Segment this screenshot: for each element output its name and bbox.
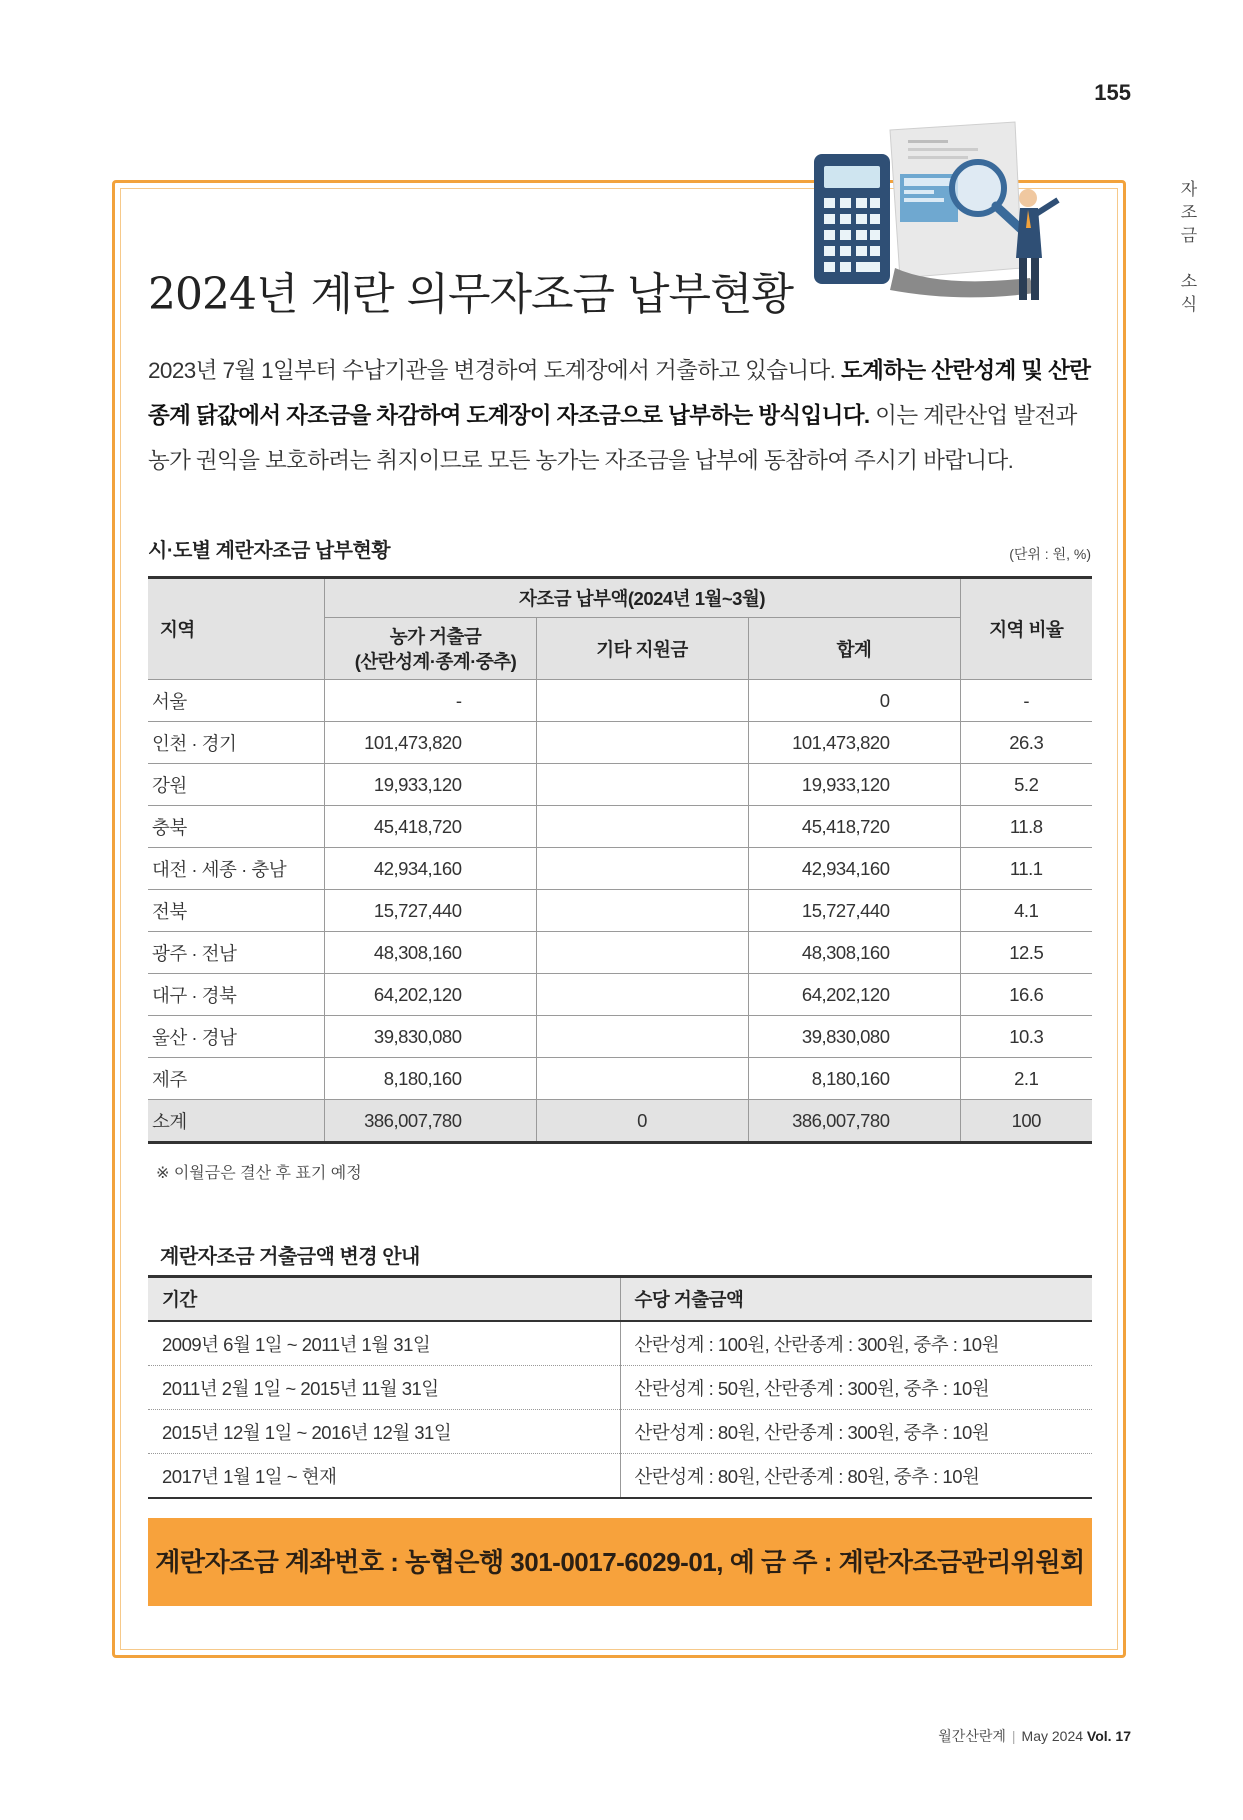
table1-body: [148, 680, 1092, 1143]
cell-ratio: 16.6: [960, 974, 1092, 1016]
cell-farm: 15,727,440: [324, 890, 536, 932]
header-payment-group: 자조금 납부액(2024년 1월~3월): [324, 578, 960, 618]
table-row: [148, 722, 1092, 764]
cell-region: 대구 · 경북: [148, 974, 324, 1016]
section-label: 자 조 금 소 식: [1180, 180, 1198, 314]
cell-sum: 101,473,820: [748, 722, 960, 764]
table1-note: ※ 이월금은 결산 후 표기 예정: [156, 1165, 362, 1182]
table-row: [148, 1321, 1092, 1366]
cell-sum: 8,180,160: [748, 1058, 960, 1100]
regional-payment-table: [148, 576, 1092, 1144]
cell-sum: 48,308,160: [748, 932, 960, 974]
intro-paragraph: [148, 348, 1098, 483]
table-row: [148, 932, 1092, 974]
account-banner: 계란자조금 계좌번호 : 농협은행 301-0017-6029-01, 예 금 주 : 계란자조금관리위원회: [148, 1518, 1092, 1606]
cell-sum: 386,007,780: [748, 1100, 960, 1143]
cell-farm: 386,007,780: [324, 1100, 536, 1143]
footer-magazine: 월간산란계: [938, 1728, 1006, 1744]
table-row: [148, 1058, 1092, 1100]
cell-region: 충북: [148, 806, 324, 848]
cell-other: [536, 680, 748, 722]
cell-ratio: -: [960, 680, 1092, 722]
cell-region: 광주 · 전남: [148, 932, 324, 974]
chart-card-icon: [900, 174, 958, 222]
cell-sum: 42,934,160: [748, 848, 960, 890]
table2-title: 계란자조금 거출금액 변경 안내: [160, 1246, 420, 1268]
cell-region: 소계: [148, 1100, 324, 1143]
cell-farm: 64,202,120: [324, 974, 536, 1016]
footer-vol: Vol. 17: [1086, 1728, 1131, 1744]
table-row: [148, 890, 1092, 932]
businessman-icon: [1016, 189, 1058, 300]
cell-period: 2011년 2월 1일 ~ 2015년 11월 31일: [148, 1366, 620, 1410]
cell-region: 전북: [148, 890, 324, 932]
table-row: [148, 764, 1092, 806]
cell-sum: 39,830,080: [748, 1016, 960, 1058]
table-row: [148, 1454, 1092, 1499]
cell-ratio: 4.1: [960, 890, 1092, 932]
cell-sum: 64,202,120: [748, 974, 960, 1016]
cell-ratio: 26.3: [960, 722, 1092, 764]
table-row: [148, 974, 1092, 1016]
cell-ratio: 10.3: [960, 1016, 1092, 1058]
cell-ratio: 11.1: [960, 848, 1092, 890]
cell-other: [536, 1016, 748, 1058]
cell-amount: 산란성계 : 80원, 산란종계 : 300원, 중추 : 10원: [620, 1410, 1092, 1454]
cell-ratio: 100: [960, 1100, 1092, 1143]
header-amount: 수당 거출금액: [620, 1277, 1092, 1322]
cell-other: [536, 764, 748, 806]
cell-farm: 39,830,080: [324, 1016, 536, 1058]
cell-sum: 15,727,440: [748, 890, 960, 932]
table-row: [148, 1410, 1092, 1454]
cell-region: 서울: [148, 680, 324, 722]
page-title: 2024년 계란 의무자조금 납부현황: [148, 269, 793, 320]
cell-region: 인천 · 경기: [148, 722, 324, 764]
table-row: [148, 680, 1092, 722]
table1-unit: (단위 : 원, %): [1009, 546, 1091, 562]
cell-farm: 101,473,820: [324, 722, 536, 764]
header-other: 기타 지원금: [536, 618, 748, 680]
cell-other: [536, 890, 748, 932]
cell-period: 2017년 1월 1일 ~ 현재: [148, 1454, 620, 1499]
contribution-change-table: [148, 1275, 1092, 1499]
header-period: 기간: [148, 1277, 620, 1322]
page-number: 155: [1094, 80, 1131, 105]
cell-other: [536, 974, 748, 1016]
table-row: [148, 806, 1092, 848]
cell-ratio: 5.2: [960, 764, 1092, 806]
cell-period: 2009년 6월 1일 ~ 2011년 1월 31일: [148, 1321, 620, 1366]
header-ratio: 지역 비율: [960, 578, 1092, 680]
page-footer: [938, 1726, 1131, 1746]
intro-text-1: 2023년 7월 1일부터 수납기관을 변경하여 도계장에서 거출하고 있습니다.: [148, 358, 841, 383]
cell-farm: 45,418,720: [324, 806, 536, 848]
cell-region: 강원: [148, 764, 324, 806]
cell-ratio: 12.5: [960, 932, 1092, 974]
cell-amount: 산란성계 : 50원, 산란종계 : 300원, 중추 : 10원: [620, 1366, 1092, 1410]
table1-title: 시·도별 계란자조금 납부현황: [148, 540, 391, 562]
cell-amount: 산란성계 : 80원, 산란종계 : 80원, 중추 : 10원: [620, 1454, 1092, 1499]
cell-other: 0: [536, 1100, 748, 1143]
intro-text-bold: 도계하는 산란성계 및 산란종계 닭값에서 자조금을 차감하여 도계장이 자조금으로 납부하는 방식입니다.: [148, 358, 1091, 428]
cell-other: [536, 1058, 748, 1100]
cell-farm: 42,934,160: [324, 848, 536, 890]
cell-amount: 산란성계 : 100원, 산란종계 : 300원, 중추 : 10원: [620, 1321, 1092, 1366]
table-row: [148, 1016, 1092, 1058]
table-row: [148, 1366, 1092, 1410]
footer-issue: May 2024: [1021, 1728, 1084, 1744]
cell-farm: 19,933,120: [324, 764, 536, 806]
cell-region: 울산 · 경남: [148, 1016, 324, 1058]
cell-region: 제주: [148, 1058, 324, 1100]
cell-other: [536, 932, 748, 974]
cell-ratio: 11.8: [960, 806, 1092, 848]
intro-text-2: 이는 계란산업 발전과 농가 권익을 보호하려는 취지이므로 모든 농가는 자조금을 납부에 동참하여 주시기 바랍니다.: [148, 403, 1077, 473]
cell-other: [536, 848, 748, 890]
cell-other: [536, 806, 748, 848]
header-region: 지역: [148, 578, 324, 680]
finance-illustration: [800, 118, 1100, 318]
cell-sum: 19,933,120: [748, 764, 960, 806]
calculator-icon: [814, 154, 890, 284]
header-farm: [324, 618, 536, 680]
header-sum: 합계: [748, 618, 960, 680]
table-total-row: [148, 1100, 1092, 1143]
header-farm-line1: 농가 거출금: [389, 625, 482, 647]
footer-separator: |: [1011, 1728, 1016, 1744]
cell-ratio: 2.1: [960, 1058, 1092, 1100]
cell-other: [536, 722, 748, 764]
cell-period: 2015년 12월 1일 ~ 2016년 12월 31일: [148, 1410, 620, 1454]
cell-sum: 45,418,720: [748, 806, 960, 848]
cell-sum: 0: [748, 680, 960, 722]
table-row: [148, 848, 1092, 890]
cell-region: 대전 · 세종 · 충남: [148, 848, 324, 890]
cell-farm: -: [324, 680, 536, 722]
cell-farm: 48,308,160: [324, 932, 536, 974]
cell-farm: 8,180,160: [324, 1058, 536, 1100]
header-farm-line2: (산란성계·종계·중추): [354, 650, 517, 672]
